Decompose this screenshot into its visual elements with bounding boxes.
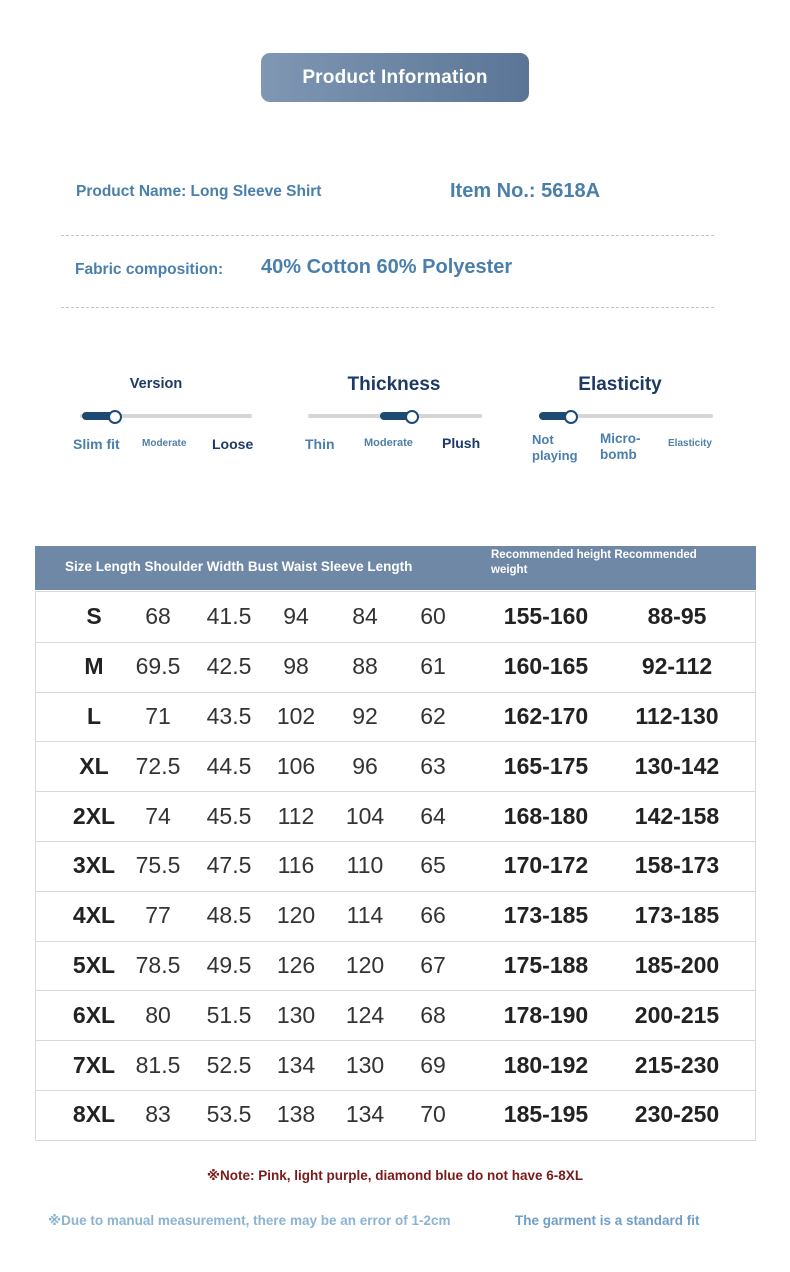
table-cell: 112 — [277, 802, 315, 829]
slider-label-low: Not playing — [532, 432, 578, 463]
table-cell: 41.5 — [206, 603, 252, 630]
table-cell: 155-160 — [503, 603, 589, 630]
slider-label-mid: Micro-bomb — [600, 431, 641, 462]
table-header — [35, 546, 756, 590]
table-cell: 81.5 — [135, 1051, 181, 1078]
slider-title: Version — [129, 376, 183, 392]
table-cell: 66 — [420, 902, 446, 929]
table-cell: 43.5 — [206, 702, 252, 729]
slider-label-mid: Moderate — [364, 437, 413, 449]
table-cell: 71 — [145, 702, 171, 729]
table-cell: 84 — [352, 603, 378, 630]
size-cell: S — [86, 603, 102, 630]
table-cell: 44.5 — [206, 752, 252, 779]
table-cell: 178-190 — [503, 1001, 589, 1028]
slider-label-mid: Moderate — [142, 438, 187, 449]
table-cell: 47.5 — [206, 852, 252, 879]
divider — [61, 235, 714, 236]
size-table — [35, 591, 756, 1141]
size-cell: 7XL — [72, 1051, 116, 1078]
table-cell: 75.5 — [135, 852, 181, 879]
size-cell: XL — [79, 752, 109, 779]
table-cell: 168-180 — [503, 802, 589, 829]
slider-knob — [405, 410, 419, 424]
size-cell: 6XL — [72, 1001, 116, 1028]
slider-knob — [108, 410, 122, 424]
table-cell: 215-230 — [634, 1051, 720, 1078]
table-row — [36, 741, 755, 792]
table-cell: 138 — [276, 1101, 316, 1128]
table-row — [36, 791, 755, 842]
slider-label-low: Thin — [305, 436, 335, 452]
table-row — [36, 841, 755, 892]
size-cell: M — [84, 653, 104, 680]
table-row — [36, 941, 755, 992]
table-cell: 130 — [276, 1001, 316, 1028]
table-cell: 134 — [276, 1051, 316, 1078]
table-cell: 51.5 — [206, 1001, 252, 1028]
table-cell: 65 — [420, 852, 446, 879]
table-cell: 88-95 — [647, 603, 707, 630]
version-slider — [73, 370, 253, 470]
table-cell: 102 — [276, 702, 316, 729]
table-cell: 92 — [352, 702, 378, 729]
table-cell: 69.5 — [135, 653, 181, 680]
table-cell: 120 — [276, 902, 316, 929]
table-cell: 60 — [420, 603, 446, 630]
table-cell: 83 — [145, 1101, 171, 1128]
table-cell: 173-185 — [634, 902, 720, 929]
slider-title: Elasticity — [578, 374, 662, 395]
table-cell: 112-130 — [635, 702, 719, 729]
table-cell: 42.5 — [206, 653, 252, 680]
elasticity-slider — [532, 370, 712, 470]
table-cell: 124 — [345, 1001, 385, 1028]
table-cell: 92-112 — [641, 653, 713, 680]
slider-label-high: Elasticity — [668, 438, 712, 449]
table-cell: 116 — [277, 852, 315, 879]
table-cell: 162-170 — [503, 702, 589, 729]
table-cell: 48.5 — [206, 902, 252, 929]
table-cell: 88 — [352, 653, 378, 680]
table-cell: 165-175 — [503, 752, 589, 779]
table-cell: 185-195 — [503, 1101, 589, 1128]
product-name: Product Name: Long Sleeve Shirt — [76, 183, 322, 200]
slider-label-low: Slim fit — [73, 436, 120, 452]
table-cell: 68 — [145, 603, 171, 630]
size-cell: 3XL — [72, 852, 116, 879]
page-title: Product Information — [261, 53, 529, 102]
slider-label-high: Loose — [212, 436, 254, 452]
table-cell: 104 — [345, 802, 385, 829]
table-row — [36, 642, 755, 693]
table-cell: 160-165 — [503, 653, 589, 680]
table-cell: 64 — [420, 802, 446, 829]
table-cell: 80 — [145, 1001, 171, 1028]
table-cell: 53.5 — [206, 1101, 252, 1128]
size-cell: 8XL — [72, 1101, 116, 1128]
table-cell: 180-192 — [503, 1051, 589, 1078]
table-cell: 126 — [276, 951, 316, 978]
table-cell: 130 — [345, 1051, 385, 1078]
table-cell: 120 — [345, 951, 385, 978]
size-cell: 4XL — [72, 902, 116, 929]
table-cell: 70 — [420, 1101, 446, 1128]
table-cell: 106 — [276, 752, 316, 779]
table-cell: 134 — [345, 1101, 385, 1128]
table-cell: 170-172 — [503, 852, 589, 879]
table-cell: 185-200 — [634, 951, 720, 978]
table-cell: 230-250 — [634, 1101, 720, 1128]
table-cell: 142-158 — [634, 802, 720, 829]
table-cell: 52.5 — [206, 1051, 252, 1078]
table-cell: 77 — [145, 902, 171, 929]
header-line-1: Recommended height Recommended — [491, 549, 697, 561]
table-cell: 200-215 — [634, 1001, 720, 1028]
color-note: ※Note: Pink, light purple, diamond blue do not have 6-8XL — [206, 1168, 584, 1183]
table-cell: 63 — [420, 752, 446, 779]
table-row — [36, 592, 755, 643]
table-row — [36, 1090, 755, 1140]
size-cell: 2XL — [72, 802, 116, 829]
table-header-recommended — [491, 548, 697, 578]
measurement-note: ※Due to manual measurement, there may be an error of 1-2cm — [48, 1213, 451, 1228]
divider — [61, 307, 714, 308]
table-header-columns: Size Length Shoulder Width Bust Waist Sleeve Length — [65, 559, 413, 574]
table-cell: 175-188 — [503, 951, 589, 978]
table-cell: 158-173 — [634, 852, 720, 879]
table-cell: 68 — [420, 1001, 446, 1028]
table-cell: 62 — [420, 702, 446, 729]
table-cell: 78.5 — [135, 951, 181, 978]
thickness-slider — [304, 370, 484, 470]
item-number: Item No.: 5618A — [450, 180, 601, 202]
table-cell: 96 — [352, 752, 378, 779]
table-row — [36, 891, 755, 942]
table-row — [36, 692, 755, 743]
table-cell: 49.5 — [206, 951, 252, 978]
size-cell: L — [86, 702, 102, 729]
fabric-value: 40% Cotton 60% Polyester — [261, 256, 513, 278]
table-cell: 61 — [420, 653, 446, 680]
slider-title: Thickness — [347, 374, 441, 395]
fabric-label: Fabric composition: — [75, 261, 224, 278]
header-line-2: weight — [491, 564, 528, 576]
size-cell: 5XL — [72, 951, 116, 978]
table-cell: 173-185 — [503, 902, 589, 929]
table-cell: 74 — [145, 802, 171, 829]
slider-label-high: Plush — [442, 435, 481, 451]
table-cell: 72.5 — [135, 752, 181, 779]
table-cell: 45.5 — [206, 802, 252, 829]
slider-knob — [564, 410, 578, 424]
table-row — [36, 1040, 755, 1091]
table-cell: 98 — [283, 653, 309, 680]
table-cell: 130-142 — [634, 752, 720, 779]
table-cell: 69 — [420, 1051, 446, 1078]
table-cell: 110 — [346, 852, 384, 879]
table-cell: 94 — [283, 603, 309, 630]
table-cell: 67 — [420, 951, 446, 978]
fit-note: The garment is a standard fit — [515, 1213, 700, 1228]
table-row — [36, 990, 755, 1041]
table-cell: 114 — [346, 902, 384, 929]
